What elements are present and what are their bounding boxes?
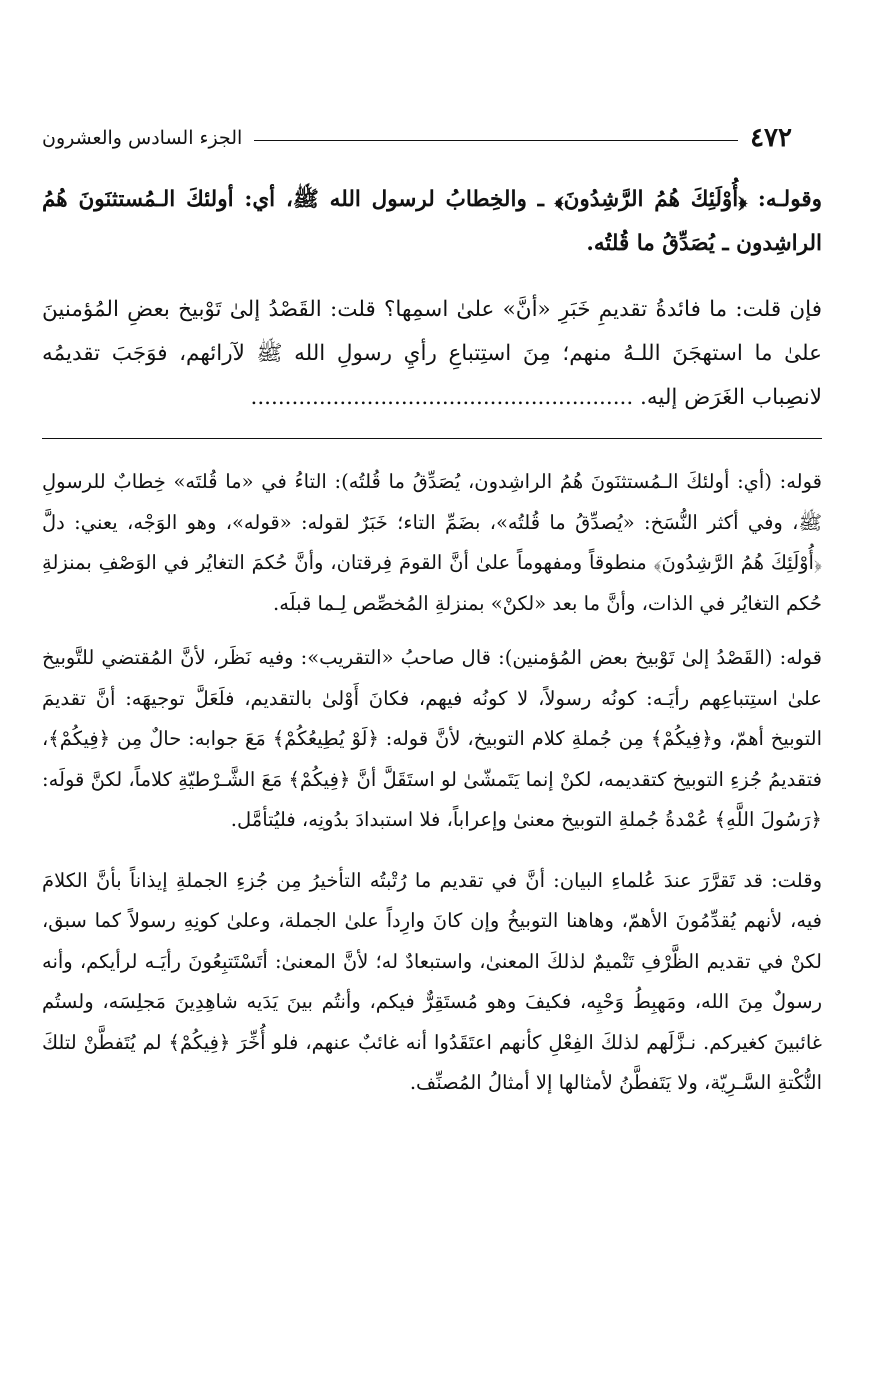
section-divider [42, 438, 822, 439]
running-title: الجزء السادس والعشرون [42, 127, 243, 149]
commentary-paragraph: قوله: (القَصْدُ إلىٰ تَوْبيخ بعض المُؤمنين): قال صاحبُ «التقريب»: وفيه نَظَر، لأنَّ المُقتضي للتَّوبيخ علىٰ استِتباعِهم رأيَـه: كونُه رسولاً، لا كونُه فيهم، فكانَ أَوْلىٰ بالتقديم، فلَعَلَّ توجيهَه: أنَّ تقديمَ التوبيخ أهمّ، و﴿فِيكُمْ﴾ مِن جُملةِ كلام التوبيخ، لأنَّ قوله: ﴿لَوْ يُطِيعُكُمْ﴾ مَعَ جوابه: حالٌ مِن ﴿فِيكُمْ﴾، فتقديمُ جُزءِ التوبيخ كتقديمه، لكنْ إنما يَتَمشّىٰ لو استَقَلَّ أنَّ ﴿فِيكُمْ﴾ مَعَ الشَّـرْطيّةِ كلاماً، لكنَّ قولَه: ﴿رَسُولَ اللَّهِ﴾ عُمْدةُ جُملةِ التوبيخ معنىٰ وإعراباً، فلا استبدادَ بدُونِه، فليُتأمَّل. [42, 646, 822, 831]
commentary [42, 462, 822, 1118]
page-number: ٤٧٢ [750, 123, 792, 153]
main-paragraph: وقولـه: ﴿أُوْلَئِكَ هُمُ الرَّشِدُونَ﴾ ـ والخِطابُ لرسول الله ﷺ، أي: أولئكَ الـمُستثنَونَ هُمُ الراشِدون ـ يُصَدِّقُ ما قُلتُه. [42, 187, 822, 256]
main-text [42, 178, 822, 442]
header-rule [254, 140, 738, 141]
main-paragraph: فإن قلت: ما فائدةُ تقديمِ خَبَرِ «أنَّ» علىٰ اسمِها؟ قلت: القَصْدُ إلىٰ تَوْبيخ بعضِ المُؤمنينَ علىٰ ما استهجَنَ اللـهُ منهم؛ مِنَ استِتباعِ رأيِ رسولِ الله ﷺ لآرائهم، فوَجَبَ تقديمُه لانصِباب الغَرَض إليه. ........................................................ [42, 297, 822, 410]
page-header [42, 118, 792, 158]
commentary-paragraph: قوله: (أي: أولئكَ الـمُستثنَونَ هُمُ الراشِدون، يُصَدِّقُ ما قُلتُه): التاءُ في «ما قُلتَه» خِطابٌ للرسولِ ﷺ، وفي أكثر النُّسَخ: «يُصدِّقُ ما قُلتُه»، بضَمِّ التاء؛ خَبَرٌ لقوله: «قوله»، وهو الوَجْه، يعني: دلَّ ﴿أُوْلَئِكَ هُمُ الرَّشِدُونَ﴾ منطوقاً ومفهوماً علىٰ أنَّ القومَ فِرقتان، وأنَّ حُكمَ التغايُر في الوَصْفِ بمنزلةِ حُكم التغايُر في الذات، وأنَّ ما بعد «لكنْ» بمنزلةِ المُخصِّص لِـما قبلَه. [42, 470, 822, 615]
commentary-paragraph: وقلت: قد تَقرَّرَ عندَ عُلماءِ البيان: أنَّ في تقديم ما رُتْبتُه التأخيرُ مِن جُزءِ الجملةِ إيذاناً بأنَّ الكلامَ فيه، لأنهم يُقدِّمُونَ الأهمّ، وهاهنا التوبيخُ وإن كانَ وارِداً علىٰ الجملة، وعلىٰ كونِهِ رسولاً كما سبق، لكنْ في تقديم الظَّرْفِ تَتْميمٌ لذلكَ المعنىٰ، واستبعادٌ له؛ لأنَّ المعنىٰ: أتَسْتَتبِعُونَ رأيَـه لرأيكم، وأنه رسولٌ مِنَ الله، ومَهبِطُ وَحْيِه، فكيفَ وهو مُستَقِرٌّ فيكم، وأنتُم بينَ يَدَيه شاهِدِينَ مَجلِسَه، ولستُم غائبينَ كغيركم. نـزَّلَهم لذلكَ الفِعْلِ كأنهم اعتَقَدُوا أنه غائبٌ عنهم، فلو أُخِّرَ ﴿فِيكُمْ﴾ لم يُتَفطَّنْ لتلكَ النُّكْتةِ السَّـرِيّة، ولا يَتَفطَّنُ لأمثالها إلا أمثالُ المُصنِّف. [42, 868, 822, 1094]
